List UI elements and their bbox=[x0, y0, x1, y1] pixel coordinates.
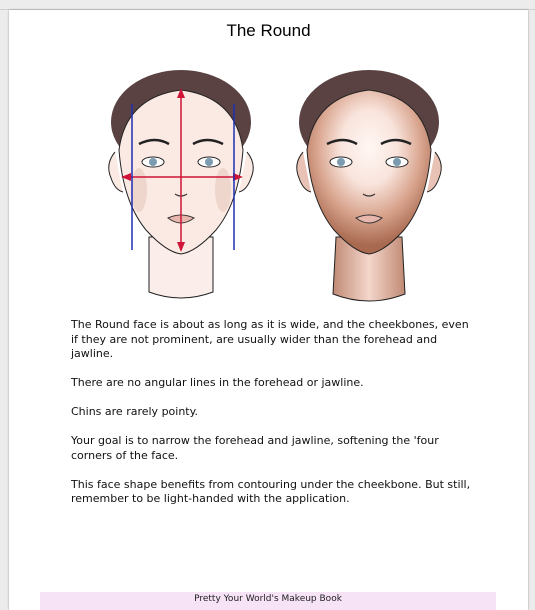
face-contoured bbox=[297, 70, 442, 301]
face-outline-right bbox=[307, 90, 431, 254]
iris-right-r bbox=[393, 158, 401, 166]
paragraph: Your goal is to narrow the forehead and jawline, softening the 'four corners of the face. bbox=[71, 434, 439, 462]
footer-bar bbox=[40, 592, 496, 610]
document-page bbox=[9, 10, 528, 610]
page-title: The Round bbox=[226, 21, 311, 40]
paragraph: This face shape benefits from contouring under the cheekbone. But still, remember to be light-handed with the application. bbox=[71, 477, 471, 505]
paragraph: There are no angular lines in the forehead or jawline. bbox=[71, 376, 364, 389]
cheek-shade-r bbox=[215, 168, 231, 212]
iris-left-l bbox=[149, 158, 157, 166]
face-shape-illustration bbox=[71, 52, 465, 310]
footer-text: Pretty Your World's Makeup Book bbox=[194, 594, 342, 604]
cheek-shade-l bbox=[131, 168, 147, 212]
paragraph: Chins are rarely pointy. bbox=[71, 405, 199, 418]
face-measurement bbox=[109, 70, 254, 298]
iris-right-l bbox=[337, 158, 345, 166]
paragraph: The Round face is about as long as it is wide, and the cheekbones, even if they are not prominent, are usually wider than the forehead and jawline. bbox=[71, 318, 469, 360]
iris-left-r bbox=[205, 158, 213, 166]
body-text bbox=[71, 318, 471, 521]
